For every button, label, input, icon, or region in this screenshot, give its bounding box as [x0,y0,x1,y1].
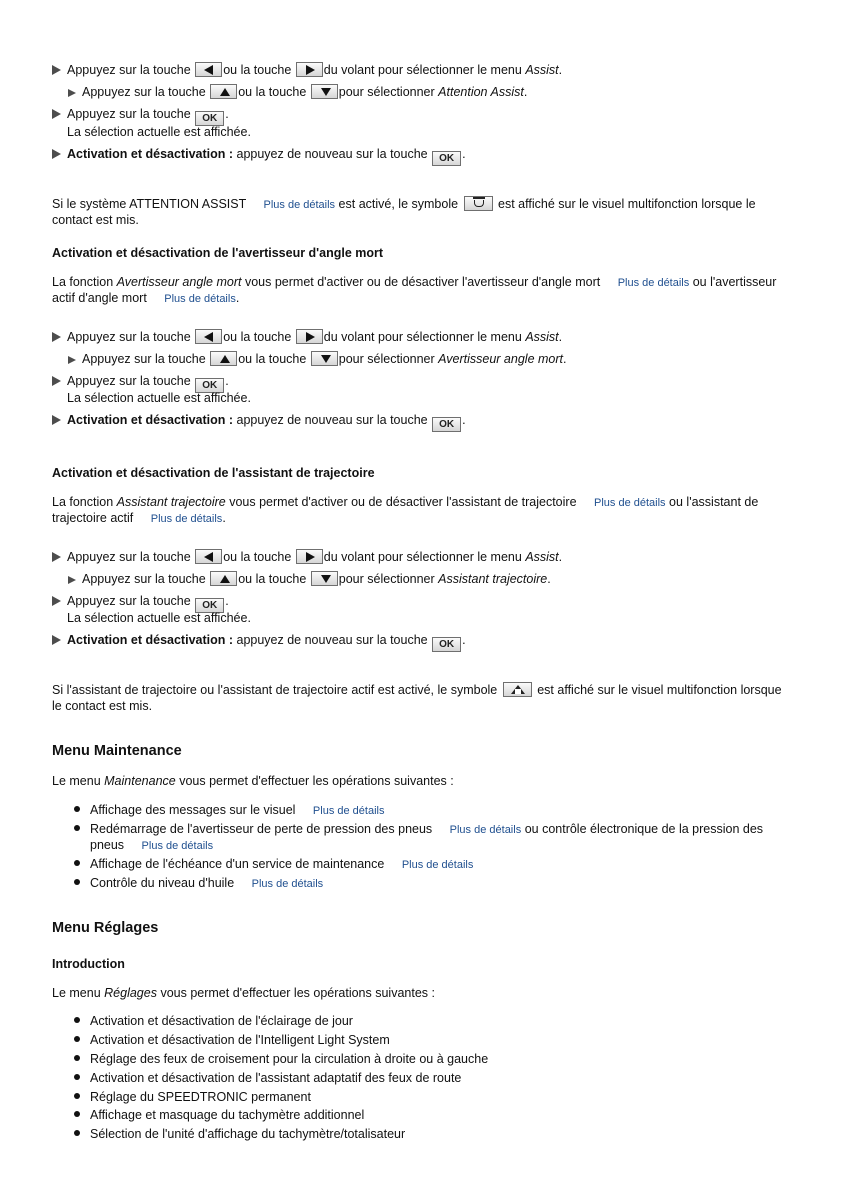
step-arrow-icon [52,596,61,606]
list-item [74,1070,461,1086]
step-text: pour sélectionner [338,85,435,99]
settings-subheading: Introduction [52,957,125,971]
step-text: Appuyez sur la touche [67,550,191,564]
info-text: Si l'assistant de trajectoire ou l'assistant de trajectoire actif est activé, le symbole [52,683,498,697]
step-text: du volant pour sélectionner le menu [323,330,522,344]
info-text: Si le système ATTENTION ASSIST [52,197,247,211]
bullet-icon [74,1093,80,1099]
up-arrow-key-icon [210,351,237,366]
step-text: Appuyez sur la touche [82,352,206,366]
step-toggle: Activation et désactivation : appuyez de nouveau sur la touche OK . [52,632,466,652]
list-item-text: Sélection de l'unité d'affichage du tachymètre/totalisateur [90,1127,406,1141]
bullet-icon [74,1055,80,1061]
item-name: Avertisseur angle mort [438,352,563,366]
current-selection-note: La sélection actuelle est affichée. [67,125,251,139]
up-arrow-key-icon [210,84,237,99]
right-arrow-key-icon [296,329,323,344]
ok-key-icon: OK [432,637,461,652]
blind-spot-intro [52,274,776,291]
intro-text: La fonction [52,275,114,289]
step-text: ou la touche [238,85,307,99]
blind-spot-intro-line2: actif d'angle mort Plus de détails. [52,291,240,305]
function-name: Assistant trajectoire [116,495,226,509]
more-details-link[interactable]: Plus de détails [312,805,385,817]
step-text: appuyez de nouveau sur la touche [236,633,428,647]
bullet-icon [74,1130,80,1136]
menu-name: Maintenance [104,774,176,788]
left-arrow-key-icon [195,329,222,344]
step-toggle: Activation et désactivation : appuyez de nouveau sur la touche OK . [52,146,466,166]
item-name: Assistant trajectoire [438,572,548,586]
step-arrow-icon [52,65,61,75]
ok-key-icon: OK [195,111,224,126]
settings-heading: Menu Réglages [52,920,159,936]
intro-text: vous permet d'effectuer les opérations suivantes : [160,986,435,1000]
more-details-link[interactable]: Plus de détails [594,497,666,509]
right-arrow-key-icon [296,62,323,77]
lane-assist-intro-line2: trajectoire actif Plus de détails. [52,511,226,525]
list-item-text: Activation et désactivation de l'éclairage de jour [90,1014,353,1028]
list-item [74,1013,353,1029]
attention-assist-info [52,196,756,213]
list-item [74,1089,311,1105]
substep-select-item: Appuyez sur la touche ou la touche pour sélectionner Avertisseur angle mort. [68,351,566,367]
function-name: Avertisseur angle mort [116,275,242,289]
step-text: appuyez de nouveau sur la touche [236,413,428,427]
list-item-text: ou contrôle électronique de la pression des [524,822,764,836]
maintenance-heading: Menu Maintenance [52,743,182,759]
step-press-ok: Appuyez sur la touche OK . [52,373,229,393]
list-item-text: Affichage des messages sur le visuel [90,803,296,817]
step-text: du volant pour sélectionner le menu [323,550,522,564]
intro-text: Le menu [52,986,101,1000]
toggle-label: Activation et désactivation : [67,147,234,161]
step-text: ou la touche [238,572,307,586]
settings-intro [52,985,435,1001]
ok-key-icon: OK [432,417,461,432]
more-details-link[interactable]: Plus de détails [141,840,214,852]
step-select-assist-menu: Appuyez sur la touche ou la touche du volant pour sélectionner le menu Assist. [52,329,562,345]
left-arrow-key-icon [195,549,222,564]
maintenance-intro [52,773,454,789]
bullet-icon [74,825,80,831]
bullet-icon [74,806,80,812]
step-text: Appuyez sur la touche [67,63,191,77]
lane-assist-heading: Activation et désactivation de l'assistant de trajectoire [52,466,375,480]
step-press-ok: Appuyez sur la touche OK . [52,593,229,613]
bullet-icon [74,1017,80,1023]
step-arrow-icon [52,635,61,645]
list-item-continuation [90,837,213,854]
intro-text: Le menu [52,774,101,788]
bullet-icon [74,1111,80,1117]
step-arrow-icon [52,415,61,425]
left-arrow-key-icon [195,62,222,77]
step-toggle: Activation et désactivation : appuyez de nouveau sur la touche OK . [52,412,466,432]
step-text: ou la touche [223,63,292,77]
list-item-text: Réglage du SPEEDTRONIC permanent [90,1090,311,1104]
ok-key-icon: OK [195,598,224,613]
menu-name: Assist [525,550,559,564]
menu-name: Assist [525,330,559,344]
more-details-link[interactable]: Plus de détails [164,293,236,305]
step-select-assist-menu: Appuyez sur la touche ou la touche du volant pour sélectionner le menu Assist. [52,549,562,565]
intro-text: vous permet d'effectuer les opérations suivantes : [179,774,454,788]
list-item [74,856,473,873]
step-text: Appuyez sur la touche [67,107,191,121]
step-arrow-icon [52,552,61,562]
intro-text: vous permet d'activer ou de désactiver l'avertisseur d'angle mort [244,275,601,289]
ok-key-icon: OK [195,378,224,393]
intro-text: ou l'avertisseur [692,275,777,289]
substep-select-item: Appuyez sur la touche ou la touche pour sélectionner Attention Assist. [68,84,527,100]
intro-text: ou l'assistant de [669,495,759,509]
list-item [74,1051,488,1067]
down-arrow-key-icon [311,84,338,99]
step-text: pour sélectionner [338,572,435,586]
up-arrow-key-icon [210,571,237,586]
intro-text: vous permet d'activer ou de désactiver l'assistant de trajectoire [229,495,577,509]
bullet-icon [74,879,80,885]
step-arrow-icon [52,376,61,386]
info-text: est affiché sur le visuel multifonction lorsque le [498,197,756,211]
step-text: Appuyez sur la touche [67,330,191,344]
step-press-ok: Appuyez sur la touche OK . [52,106,229,126]
bullet-icon [74,1074,80,1080]
step-text: pour sélectionner [338,352,435,366]
more-details-link[interactable]: Plus de détails [401,859,474,871]
substep-arrow-icon [68,576,76,584]
list-item-text: Contrôle du niveau d'huile [90,876,235,890]
attention-assist-info-line2: contact est mis. [52,213,139,227]
step-text: Appuyez sur la touche [82,572,206,586]
toggle-label: Activation et désactivation : [67,413,234,427]
step-text: appuyez de nouveau sur la touche [236,147,428,161]
more-details-link[interactable]: Plus de détails [617,277,690,289]
lane-keeping-symbol-icon [503,682,532,697]
step-text: Appuyez sur la touche [67,594,191,608]
lane-assist-info [52,682,782,698]
lane-assist-intro [52,494,758,511]
list-item [74,1126,405,1142]
step-text: ou la touche [238,352,307,366]
more-details-link[interactable]: Plus de détails [150,513,223,525]
intro-text: La fonction [52,495,114,509]
list-item [74,802,384,819]
current-selection-note: La sélection actuelle est affichée. [67,611,251,625]
list-item-text: Affichage et masquage du tachymètre additionnel [90,1108,365,1122]
menu-name: Réglages [104,986,157,1000]
step-arrow-icon [52,109,61,119]
step-arrow-icon [52,332,61,342]
list-item-text: Réglage des feux de croisement pour la circulation à droite ou à gauche [90,1052,489,1066]
list-item-text: pneus [90,838,125,852]
item-name: Attention Assist [438,85,524,99]
step-text: ou la touche [223,550,292,564]
step-text: du volant pour sélectionner le menu [323,63,522,77]
intro-text: trajectoire actif [52,511,134,525]
list-item-text: Affichage de l'échéance d'un service de maintenance [90,857,385,871]
lane-assist-info-line2: le contact est mis. [52,699,153,713]
step-text: ou la touche [223,330,292,344]
info-text: est affiché sur le visuel multifonction lorsque [537,683,782,697]
step-arrow-icon [52,149,61,159]
substep-arrow-icon [68,356,76,364]
bullet-icon [74,1036,80,1042]
substep-arrow-icon [68,89,76,97]
list-item [74,1032,390,1048]
list-item [74,821,763,838]
more-details-link[interactable]: Plus de détails [263,199,336,211]
list-item-text: Redémarrage de l'avertisseur de perte de pression des pneus [90,822,433,836]
intro-text: actif d'angle mort [52,291,147,305]
current-selection-note: La sélection actuelle est affichée. [67,391,251,405]
list-item [74,1107,364,1123]
down-arrow-key-icon [311,571,338,586]
list-item-text: Activation et désactivation de l'assistant adaptatif des feux de route [90,1071,462,1085]
menu-name: Assist [525,63,559,77]
step-text: Appuyez sur la touche [67,374,191,388]
step-select-assist-menu: Appuyez sur la touche ou la touche du volant pour sélectionner le menu Assist. [52,62,562,78]
more-details-link[interactable]: Plus de détails [251,878,324,890]
more-details-link[interactable]: Plus de détails [449,824,522,836]
down-arrow-key-icon [311,351,338,366]
bullet-icon [74,860,80,866]
list-item-text: Activation et désactivation de l'Intelligent Light System [90,1033,390,1047]
info-text: est activé, le symbole [338,197,459,211]
substep-select-item: Appuyez sur la touche ou la touche pour sélectionner Assistant trajectoire. [68,571,551,587]
list-item [74,875,323,892]
ok-key-icon: OK [432,151,461,166]
step-text: Appuyez sur la touche [82,85,206,99]
right-arrow-key-icon [296,549,323,564]
blind-spot-heading: Activation et désactivation de l'avertisseur d'angle mort [52,246,384,260]
toggle-label: Activation et désactivation : [67,633,234,647]
coffee-cup-symbol-icon [464,196,493,211]
